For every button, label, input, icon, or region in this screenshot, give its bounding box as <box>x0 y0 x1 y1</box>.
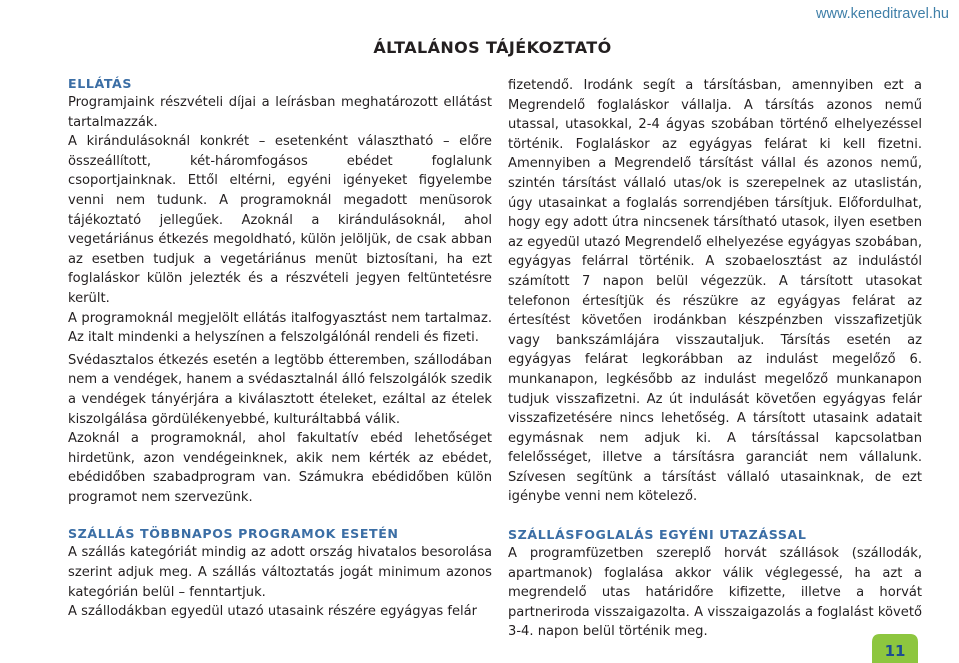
paragraph: A szállás kategóriát mindig az adott ország hivatalos besorolása szerint adjuk meg. A szállás változtatás jogát minimum azonos kategórián belül – fenntartjuk. <box>68 545 492 600</box>
paragraph: A szállodákban egyedül utazó utasaink részére egyágyas felár <box>68 604 478 620</box>
page-number-badge <box>872 632 918 663</box>
left-column <box>68 74 492 622</box>
paragraph: Svédasztalos étkezés esetén a legtöbb étteremben, szállodában nem a vendégek, hanem a svédasztalnál álló felszolgálók szedik a vendégek tányérjára a kiválasztott ételeket, ezáltal az ételek kiszolgálása gördülékenyebbé, kulturáltabbá válik. <box>68 352 492 427</box>
paragraph: Azoknál a programoknál, ahol fakultatív ebéd lehetőséget hirdetünk, azon vendégeinknek, akik nem kérték az ebédet, ebédidőben szabadprogram van. Számukra ebédidőben külön programot nem szervezünk. <box>68 431 492 505</box>
right-column <box>508 76 922 642</box>
paragraph: A kirándulásoknál konkrét – esetenként választható – előre összeállított, két-háromfogásos ebédet foglalunk csoportjainknak. Ettől eltérni, egyéni igényeket figyelembe venni nem tudunk. A programoknál megadott menüsorok tájékoztató jellegűek. Azoknál a kirándulásoknál, ahol vegetáriánus étkezés megoldható, külön jelöljük, de csak abban az esetben tudjuk a vegetáriánus menüt biztosítani, ha ezt foglaláskor külön jelezték és a részvételi jegyen feltüntetésre került. <box>68 134 492 306</box>
paragraph: Programjaink részvételi díjai a leírásban meghatározott ellátást tartalmazzák. <box>68 95 492 130</box>
page-title: ÁLTALÁNOS TÁJÉKOZTATÓ <box>373 38 612 57</box>
section-heading-szallas: SZÁLLÁS TÖBBNAPOS PROGRAMOK ESETÉN <box>68 526 399 542</box>
paragraph: A programoknál megjelölt ellátás italfogyasztást nem tartalmaz. Az italt mindenki a helyszínen a felszolgálónál rendeli és fizeti. <box>68 310 492 346</box>
section-heading-ellatas: ELLÁTÁS <box>68 76 133 91</box>
page-number: 11 <box>884 641 906 660</box>
section-heading-szallasfoglalas: SZÁLLÁSFOGLALÁS EGYÉNI UTAZÁSSAL <box>508 527 807 543</box>
paragraph: A programfüzetben szereplő horvát szállások (szállodák, apartmanok) foglalása akkor válik véglegessé, ha azt a megrendelő utas határidőre kifizette, illetve a horvát partneriroda visszaigazolta. A visszaigazolás a foglalást követő 3-4. napon belül történik meg. <box>508 546 922 640</box>
paragraph: fizetendő. Irodánk segít a társításban, amennyiben ezt a Megrendelő foglaláskor vállalja. A társítás azonos nemű utassal, utasokkal, 2-4 ágyas szobában történő elhelyezéssel történik. Foglaláskor az egyágyas felárat ki kell fizetni. Amennyiben a Megrendelő társítást vállal és azonos nemű, szintén társítást vállaló utas/ok is szerepelnek az utaslistán, úgy utasainkat a foglalás sorrendjében társítjuk. Előfordulhat, hogy egy adott útra nincsenek társítható utasok, ilyen esetben az egyedül utazó Megrendelő elhelyezése egyágyas szobában, egyágyas felárral történik. A szobaelosztást az indulástól számított 7 napon belül végezzük. A társított utasokat telefonon értesítjük és részükre az egyágyas felárat az értesítést követően irodánkban készpénzben visszafizetjük vagy bankszámlájára visszautaljuk. Társítás esetén az egyágyas felárat legkorábban az indulást megelőző 6. munkanapon, legkésőbb az indulást megelőző munkanapon tudjuk visszafizetni. Az út indulását követően egyágyas felár visszafizetésére nincs lehetőség. A társított utasaink adatait egymásnak nem adjuk ki. A társítással kapcsolatban felelősséget, illetve a társításra garanciát nem vállalunk. Szívesen segítünk a társítást vállaló utasainknak, de ezt igénybe venni nem kötelező. <box>508 78 922 505</box>
site-url[interactable]: www.keneditravel.hu <box>816 6 949 22</box>
